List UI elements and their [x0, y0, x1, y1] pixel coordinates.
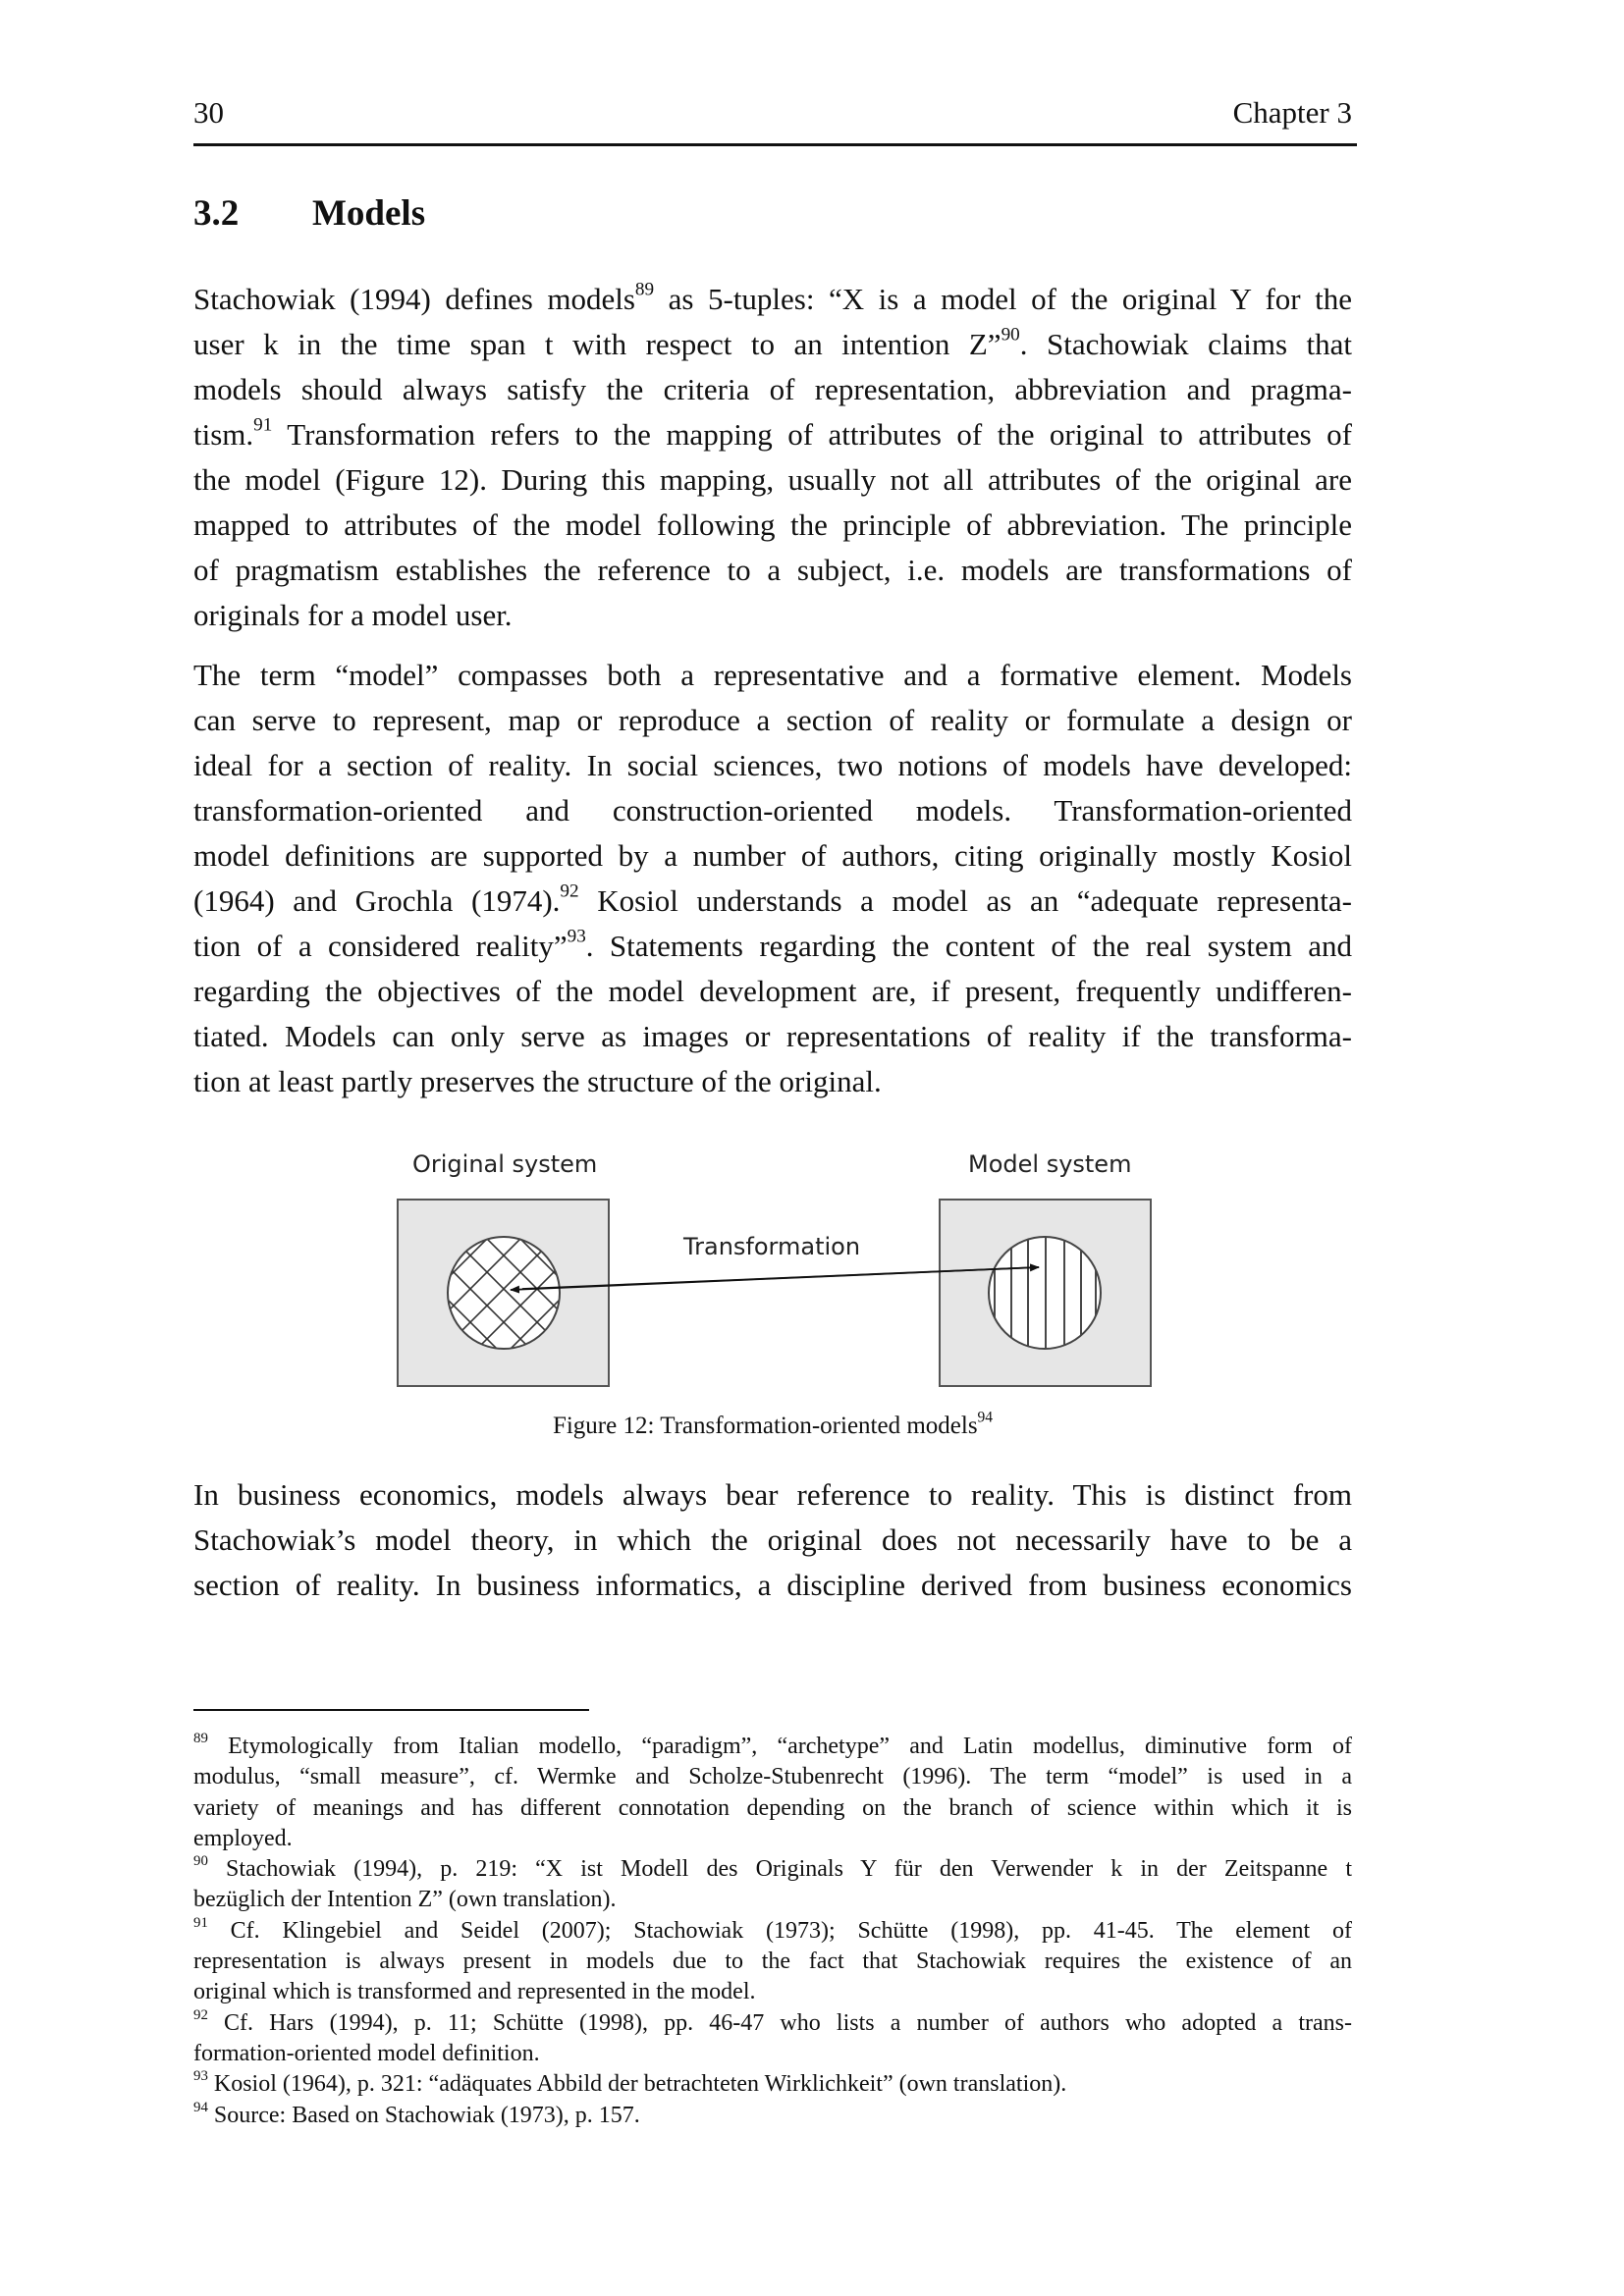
footnote-line: variety of meanings and has different connotation depending on the branch of science within which it is [193, 1794, 1352, 1821]
running-header [193, 95, 1357, 131]
footnote-line: employed. [193, 1825, 293, 1851]
text-line: section of reality. In business informatics, a discipline derived from business economics [193, 1568, 1352, 1602]
footnote-line: $^{91}$ Cf. Klingebiel and Seidel (2007); Stachowiak (1973); Schütte (1998), pp. 41-45. The element of [193, 1914, 1352, 1944]
text-line: model definitions are supported by a number of authors, citing originally mostly Kosiol [193, 838, 1352, 873]
text-line: the model (Figure 12). During this mapping, usually not all attributes of the original are [193, 462, 1352, 497]
paragraph-1 [193, 277, 1352, 638]
footnote-separator [193, 1709, 589, 1711]
header-rule [193, 143, 1357, 146]
footnote-number: 91 [193, 1914, 208, 1931]
text-line: Stachowiak (1994) defines models$^{89}$ as 5-tuples: “X is a model of the original Y for the [193, 279, 1352, 316]
text-line: tiated. Models can only serve as images or representations of reality if the transforma- [193, 1019, 1352, 1053]
text-line: transformation-oriented and construction-oriented models. Transformation-oriented [193, 793, 1352, 828]
text-line: The term “model” compasses both a representative and a formative element. Models [193, 658, 1352, 692]
footnote-line: original which is transformed and represented in the model. [193, 1979, 756, 2005]
footnote-ref[interactable]: 94 [977, 1409, 994, 1426]
footnote-line: formation-oriented model definition. [193, 2040, 540, 2066]
footnote-ref[interactable]: 91 [253, 414, 273, 436]
footnote-number: 89 [193, 1730, 208, 1746]
paragraph-2 [193, 653, 1352, 1104]
section-number: 3.2 [193, 193, 240, 234]
text-line: tion at least partly preserves the structure of the original. [193, 1064, 882, 1098]
footnote-ref[interactable]: 92 [560, 881, 579, 902]
footnote-line: representation is always present in models due to the fact that Stachowiak requires the existence of an [193, 1949, 1352, 1975]
transformation-diagram [393, 1139, 1168, 1404]
text-line: originals for a model user. [193, 598, 513, 632]
text-line: tism.$^{91}$ Transformation refers to the mapping of attributes of the original to attributes of [193, 414, 1352, 452]
section-heading [193, 192, 425, 236]
footnote-number: 94 [193, 2099, 208, 2115]
footnote-ref[interactable]: 93 [567, 926, 586, 947]
footnote-92 [193, 2008, 1352, 2070]
footnote-line: $^{90}$ Stachowiak (1994), p. 219: “X ist Modell des Originals Y für den Verwender k in der Zeitspanne t [193, 1853, 1352, 1883]
footnote-line: $^{94}$ Source: Based on Stachowiak (1973), p. 157. [193, 2099, 640, 2128]
text-line: ideal for a section of reality. In social sciences, two notions of models have developed: [193, 748, 1352, 782]
footnote-number: 92 [193, 2006, 208, 2023]
page-number: 30 [193, 95, 224, 130]
footnote-91 [193, 1916, 1352, 2008]
footnote-line: $^{89}$ Etymologically from Italian modello, “paradigm”, “archetype” and Latin modellus, diminutive form of [193, 1730, 1353, 1759]
footnote-ref[interactable]: 89 [634, 279, 655, 300]
footnote-89 [193, 1732, 1352, 1854]
text-line: can serve to represent, map or reproduce a section of reality or formulate a design or [193, 703, 1352, 737]
text-line: Stachowiak’s model theory, in which the original does not necessarily have to be a [193, 1522, 1352, 1557]
footnote-line: $^{93}$ Kosiol (1964), p. 321: “adäquates Abbild der betrachteten Wirklichkeit” (own translation). [193, 2068, 1067, 2098]
footnote-90 [193, 1854, 1352, 1916]
footnote-ref[interactable]: 90 [1001, 324, 1020, 346]
text-line: user k in the time span t with respect to an intention Z”$^{90}$. Stachowiak claims that [193, 324, 1352, 361]
footnote-94 [193, 2101, 1352, 2131]
text-line: models should always satisfy the criteria of representation, abbreviation and pragma- [193, 372, 1352, 406]
footnote-line: modulus, “small measure”, cf. Wermke and Scholze-Stubenrecht (1996). The term “model” is used in a [193, 1764, 1352, 1790]
footnote-93 [193, 2069, 1352, 2100]
paragraph-3 [193, 1472, 1352, 1608]
text-line: mapped to attributes of the model following the principle of abbreviation. The principle [193, 507, 1352, 542]
model-system-label: Model system [968, 1150, 1132, 1178]
text-line: tion of a considered reality”$^{93}$. Statements regarding the content of the real system and [193, 926, 1353, 963]
text-line: of pragmatism establishes the reference to a subject, i.e. models are transformations of [193, 553, 1352, 587]
chapter-label: Chapter 3 [1232, 95, 1352, 130]
section-title: Models [312, 193, 426, 234]
figure-12 [393, 1139, 1168, 1404]
text-line: (1964) and Grochla (1974).$^{92}$ Kosiol understands a model as an “adequate representa- [193, 881, 1352, 918]
footnotes [193, 1732, 1352, 2131]
original-system-label: Original system [412, 1150, 598, 1178]
figure-caption: Figure 12: Transformation-oriented models$^{94}$ [552, 1409, 994, 1439]
text-line: regarding the objectives of the model development are, if present, frequently undifferen- [193, 974, 1352, 1008]
footnote-line: bezüglich der Intention Z” (own translation). [193, 1887, 617, 1913]
text-line: In business economics, models always bear reference to reality. This is distinct from [193, 1477, 1352, 1512]
transformation-label: Transformation [683, 1233, 861, 1260]
footnote-number: 90 [193, 1853, 208, 1870]
footnote-number: 93 [193, 2068, 208, 2085]
footnote-line: $^{92}$ Cf. Hars (1994), p. 11; Schütte (1998), pp. 46-47 who lists a number of authors who adopted a trans- [193, 2006, 1352, 2036]
